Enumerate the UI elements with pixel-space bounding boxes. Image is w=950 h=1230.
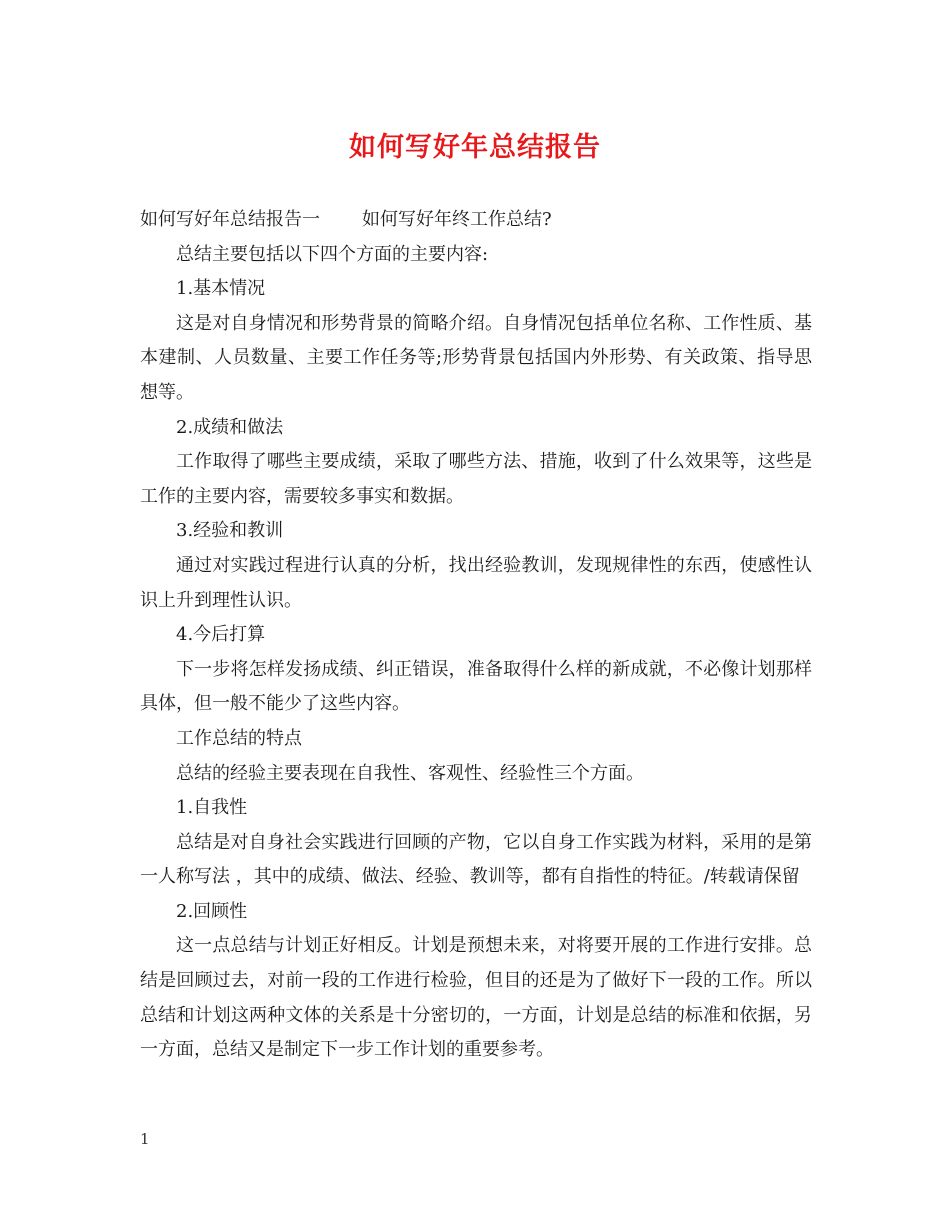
paragraph: 这是对自身情况和形势背景的简略介绍。自身情况包括单位名称、工作性质、基本建制、人员数量、主要工作任务等;形势背景包括国内外形势、有关政策、指导思想等。 [140, 312, 812, 403]
paragraph: 下一步将怎样发扬成绩、纠正错误，准备取得什么样的新成就，不必像计划那样具体，但一般不能少了这些内容。 [140, 658, 812, 715]
intro-line [140, 203, 812, 238]
section-heading: 1.基本情况 [176, 278, 266, 300]
section-heading: 3.经验和教训 [176, 520, 284, 542]
paragraph: 工作取得了哪些主要成绩，采取了哪些方法、措施，收到了什么效果等，这些是工作的主要内容，需要较多事实和数据。 [140, 451, 812, 507]
paragraph: 总结主要包括以下四个方面的主要内容: [176, 243, 489, 265]
section-heading: 1.自我性 [176, 797, 248, 819]
intro-left-text: 如何写好年总结报告一 [140, 209, 320, 230]
document-title: 如何写好年总结报告 [349, 132, 601, 163]
paragraph: 这一点总结与计划正好相反。计划是预想未来，对将要开展的工作进行安排。总结是回顾过去，对前一段的工作进行检验，但目的还是为了做好下一段的工作。所以总结和计划这两种文体的关系是十分密切的，一方面，计划是总结的标准和依据，另一方面，总结又是制定下一步工作计划的重要参考。 [140, 935, 812, 1061]
paragraph: 总结是对自身社会实践进行回顾的产物，它以自身工作实践为材料，采用的是第一人称写法 ，其中的成绩、做法、经验、教训等，都有自指性的特征。/转载请保留 [140, 831, 812, 888]
section-heading: 工作总结的特点 [176, 727, 302, 749]
section-heading: 2.回顾性 [176, 900, 248, 922]
section-heading: 4.今后打算 [176, 624, 266, 646]
document-body [140, 203, 812, 1068]
intro-right-text: 如何写好年终工作总结? [362, 209, 552, 230]
section-heading: 2.成绩和做法 [176, 416, 284, 438]
paragraph: 总结的经验主要表现在自我性、客观性、经验性三个方面。 [176, 762, 644, 784]
paragraph: 通过对实践过程进行认真的分析，找出经验教训，发现规律性的东西，使感性认识上升到理性认识。 [140, 554, 812, 611]
page-number: 1 [140, 1130, 150, 1148]
